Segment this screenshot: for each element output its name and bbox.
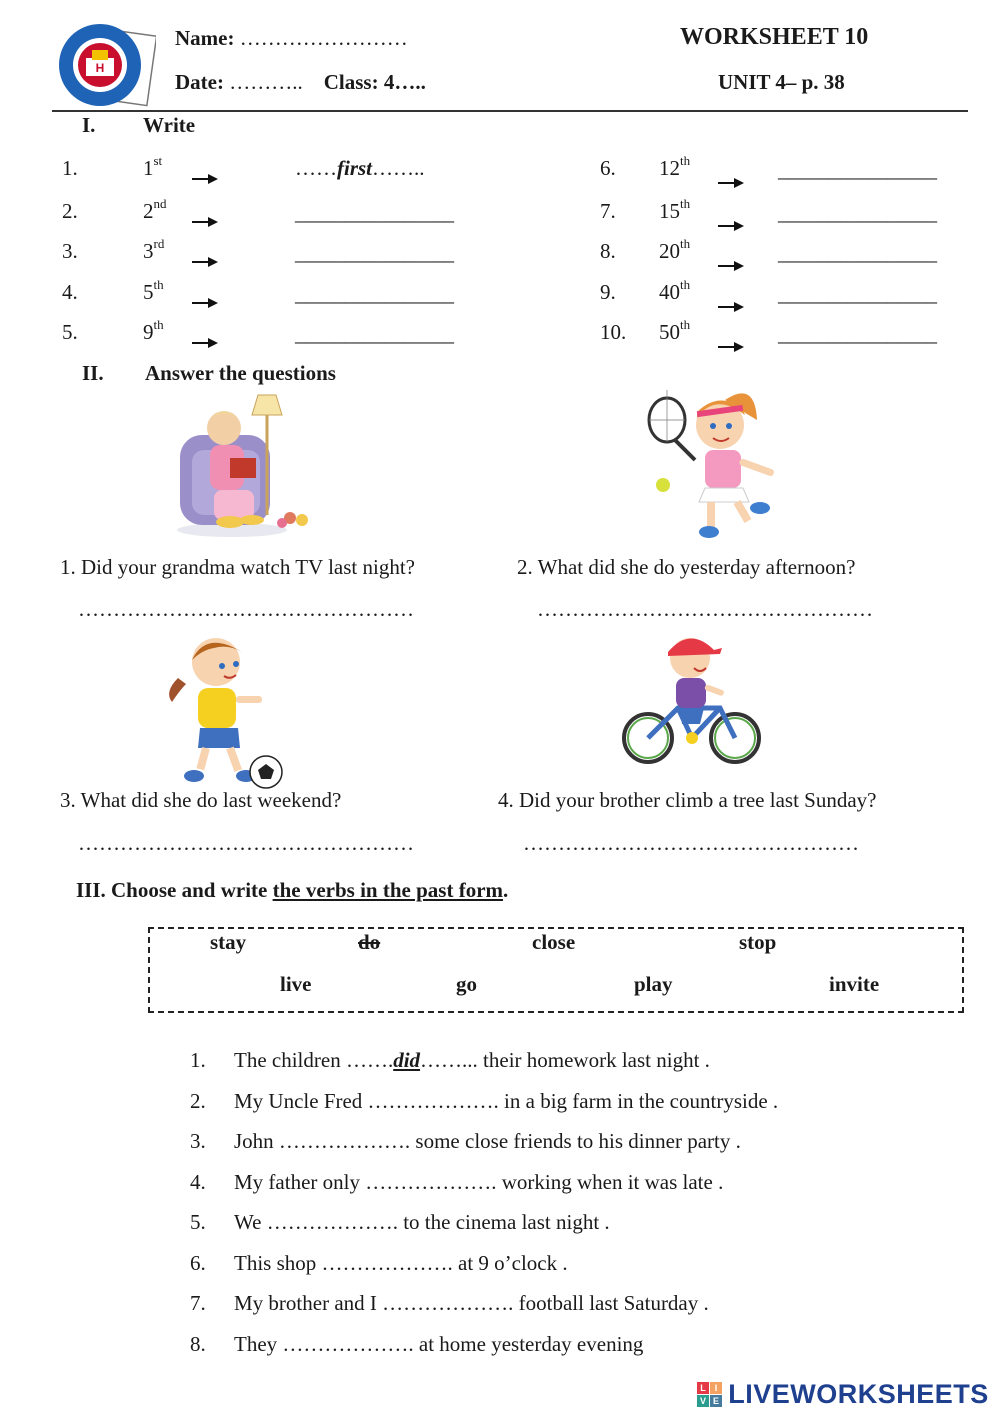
sentence-number: 8. (190, 1332, 206, 1356)
sentence-post: ……... their homework last night . (420, 1048, 710, 1072)
ordinal-suffix: th (153, 317, 164, 332)
item-number: 4. (62, 280, 78, 304)
item-number: 2. (62, 199, 78, 223)
school-logo (52, 20, 156, 110)
ordinal-number (659, 236, 691, 264)
arrow-icon (718, 253, 744, 265)
sentence-text[interactable]: My brother and I ………………. football last Saturday . (234, 1291, 709, 1315)
item-number: 1. (62, 156, 78, 180)
answer-blank[interactable]: ________________ (295, 201, 454, 225)
sentence-text[interactable]: My Uncle Fred ………………. in a big farm in the countryside . (234, 1089, 779, 1113)
arrow-icon (192, 166, 218, 178)
verb-word-used: do (358, 930, 381, 954)
liveworksheets-brand: LIVEWORKSHEETS (728, 1379, 989, 1409)
item-number: 7. (600, 199, 616, 223)
ordinal-number (659, 153, 691, 181)
section2-roman: II. (82, 361, 104, 385)
answer-blank[interactable]: ________________ (295, 322, 454, 346)
ordinal-number (143, 236, 165, 264)
answer-blank[interactable]: ________________ (778, 282, 937, 306)
answer-dots: …… (295, 156, 337, 180)
ordinal-number (143, 317, 164, 345)
name-field[interactable]: …………………… (239, 26, 408, 50)
item-number: 6. (600, 156, 616, 180)
logo-letter-block: I (710, 1382, 722, 1394)
sentence-answer: did (393, 1048, 421, 1072)
ordinal-base: 5 (143, 280, 154, 304)
sentence-text[interactable]: This shop ………………. at 9 o’clock . (234, 1251, 568, 1275)
date-field[interactable]: ……….. (229, 70, 303, 94)
question-text: 2. What did she do yesterday afternoon? (517, 555, 856, 579)
ordinal-suffix: nd (153, 196, 167, 211)
item-number: 8. (600, 239, 616, 263)
verb-word: close (532, 930, 576, 954)
header-divider (52, 110, 968, 112)
answer-blank[interactable]: ________________ (778, 241, 937, 265)
item-number: 3. (62, 239, 78, 263)
ordinal-number (659, 317, 691, 345)
ordinal-suffix: th (680, 277, 691, 292)
arrow-icon (718, 334, 744, 346)
ordinal-base: 40 (659, 280, 680, 304)
answer-blank[interactable]: ________________ (778, 322, 937, 346)
section2-title: Answer the questions (145, 361, 336, 385)
ordinal-number (143, 277, 164, 305)
logo-letter-block: E (710, 1395, 722, 1407)
verb-word: stop (739, 930, 777, 954)
sentence-number: 2. (190, 1089, 206, 1113)
answer-dots: …….. (372, 156, 425, 180)
arrow-icon (192, 330, 218, 342)
ordinal-number (659, 277, 691, 305)
ordinal-suffix: th (680, 317, 691, 332)
section3-title: III. Choose and write (76, 878, 273, 902)
verb-word: stay (210, 930, 247, 954)
ordinal-number (143, 196, 167, 224)
arrow-icon (192, 209, 218, 221)
question-text: 3. What did she do last weekend? (60, 788, 342, 812)
ordinal-suffix: th (680, 196, 691, 211)
name-label: Name: (175, 26, 235, 50)
verb-word: play (634, 972, 673, 996)
section3-title-period: . (503, 878, 509, 902)
liveworksheets-logo (697, 1379, 989, 1409)
girl-football-image (158, 630, 288, 790)
worksheet-title: WORKSHEET 10 (680, 24, 869, 50)
sentence-number: 4. (190, 1170, 206, 1194)
svg-text:H: H (95, 61, 105, 75)
arrow-icon (192, 290, 218, 302)
ordinal-base: 12 (659, 156, 680, 180)
ordinal-suffix: th (680, 153, 691, 168)
sentence-text[interactable]: We ………………. to the cinema last night . (234, 1210, 610, 1234)
arrow-icon (718, 170, 744, 182)
section1-title: Write (143, 113, 196, 137)
ordinal-base: 20 (659, 239, 680, 263)
answer-example (295, 156, 425, 181)
sentence-number: 6. (190, 1251, 206, 1275)
unit-label: UNIT 4– p. 38 (718, 70, 845, 94)
sentence-number: 5. (190, 1210, 206, 1234)
answer-line[interactable]: ………………………………………… (78, 831, 414, 855)
answer-line[interactable]: ………………………………………… (537, 597, 873, 621)
ordinal-number (143, 153, 163, 181)
ordinal-suffix: st (153, 153, 163, 168)
logo-letter-block: V (697, 1395, 709, 1407)
verb-word: go (456, 972, 477, 996)
answer-blank[interactable]: ________________ (778, 201, 937, 225)
ordinal-base: 15 (659, 199, 680, 223)
class-label: Class: 4….. (323, 70, 426, 94)
ordinal-number (659, 196, 691, 224)
sentence-pre: The children ……. (234, 1048, 394, 1072)
section1-roman: I. (82, 113, 96, 137)
question-text: 4. Did your brother climb a tree last Sunday? (498, 788, 877, 812)
grandma-reading-image (172, 390, 332, 540)
ordinal-base: 9 (143, 320, 154, 344)
arrow-icon (192, 249, 218, 261)
arrow-icon (718, 213, 744, 225)
sentence-number: 7. (190, 1291, 206, 1315)
logo-letter-block: L (697, 1382, 709, 1394)
sentence-text[interactable]: John ………………. some close friends to his dinner party . (234, 1129, 741, 1153)
ordinal-base: 1 (143, 156, 154, 180)
sentence-text[interactable] (234, 1048, 710, 1073)
verb-word: invite (829, 972, 880, 996)
date-label: Date: (175, 70, 224, 94)
ordinal-base: 3 (143, 239, 154, 263)
item-number: 9. (600, 280, 616, 304)
answer-line[interactable]: ………………………………………… (78, 597, 414, 621)
answer-text: first (337, 156, 373, 180)
answer-blank[interactable]: ________________ (778, 158, 937, 182)
boy-cycling-image (620, 628, 765, 768)
ordinal-base: 50 (659, 320, 680, 344)
answer-blank[interactable]: ________________ (295, 241, 454, 265)
answer-line[interactable]: ………………………………………… (523, 831, 859, 855)
answer-blank[interactable]: ________________ (295, 282, 454, 306)
verb-word: live (280, 972, 312, 996)
question-text: 1. Did your grandma watch TV last night? (60, 555, 415, 579)
ordinal-base: 2 (143, 199, 154, 223)
section3-title-underlined: the verbs in the past form (272, 878, 504, 902)
sentence-text[interactable]: They ………………. at home yesterday evening (234, 1332, 644, 1356)
arrow-icon (718, 294, 744, 306)
girl-tennis-image (645, 380, 795, 548)
ordinal-suffix: th (680, 236, 691, 251)
ordinal-suffix: rd (153, 236, 165, 251)
sentence-number: 3. (190, 1129, 206, 1153)
item-number: 10. (600, 320, 627, 344)
sentence-text[interactable]: My father only ………………. working when it was late . (234, 1170, 724, 1194)
ordinal-suffix: th (153, 277, 164, 292)
sentence-number: 1. (190, 1048, 206, 1072)
item-number: 5. (62, 320, 78, 344)
